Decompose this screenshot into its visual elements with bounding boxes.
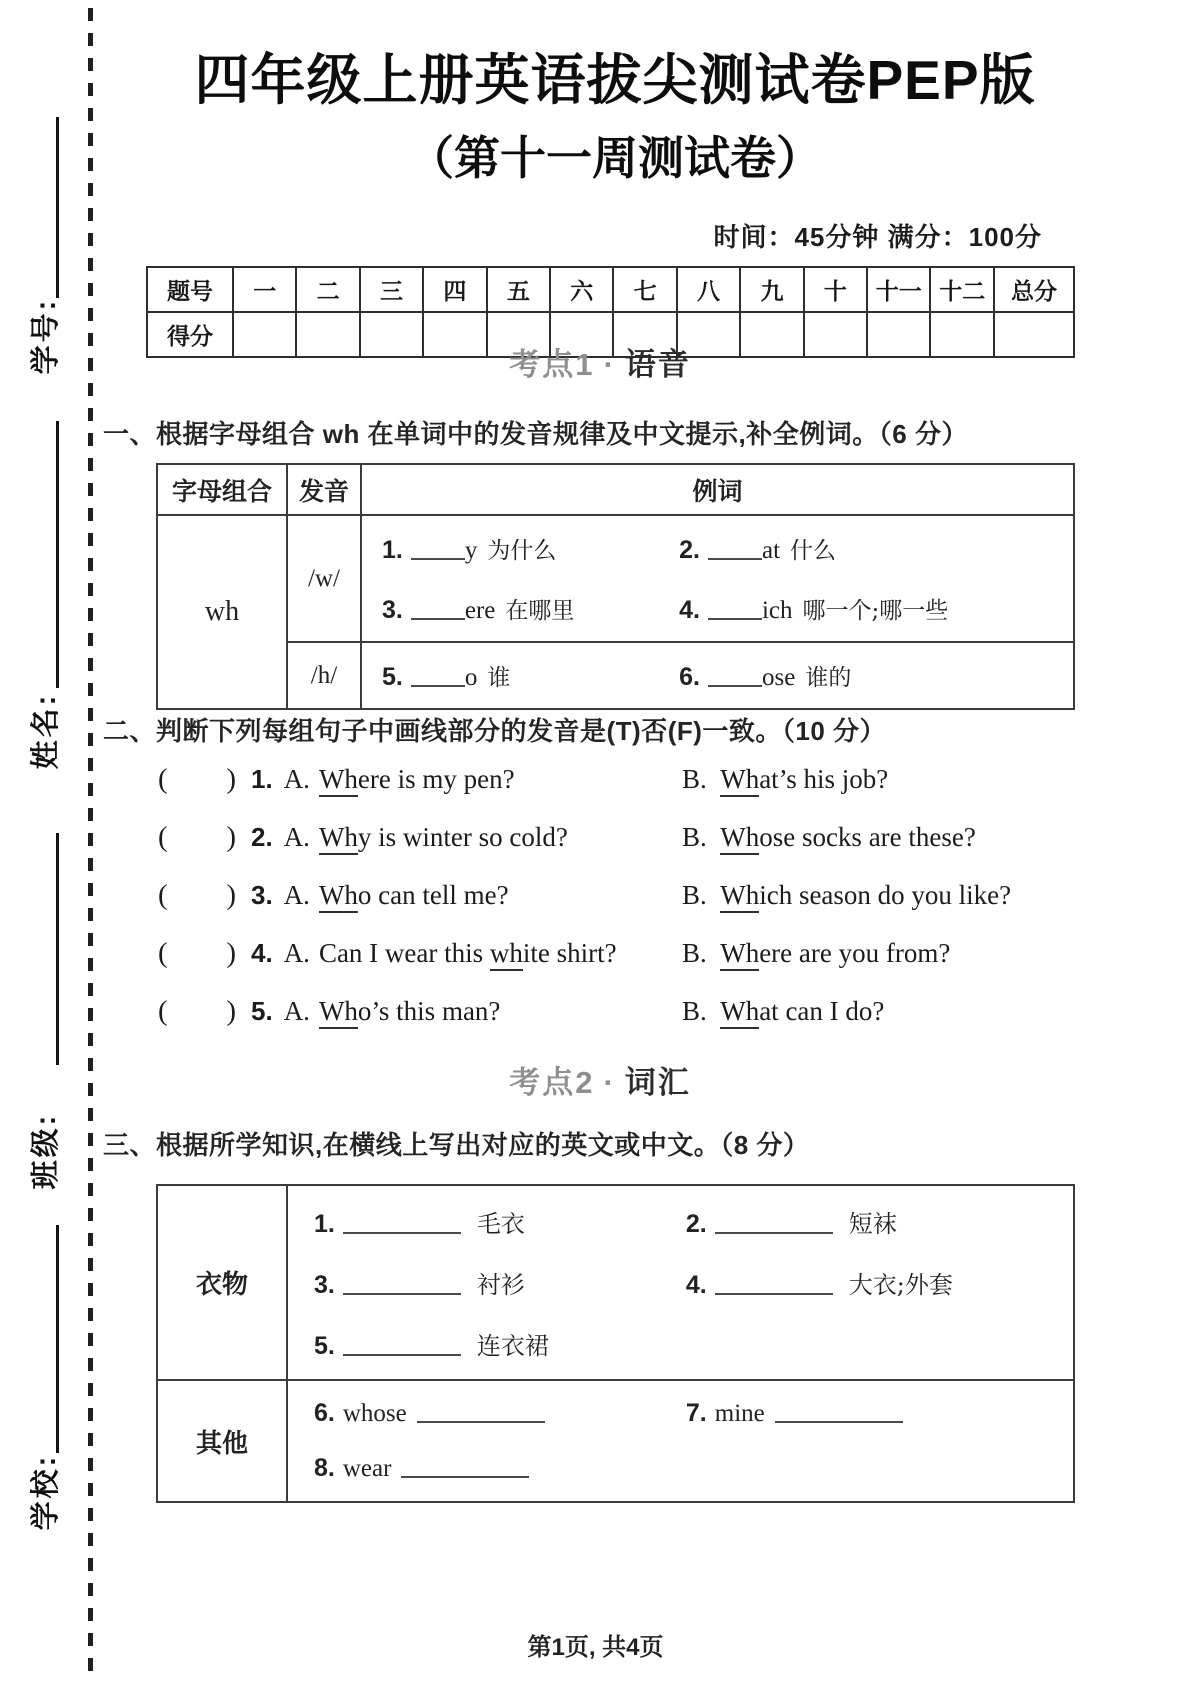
sentence-b: Whose socks are these? [720,822,976,855]
fill-blank [708,670,762,687]
tf-item: ( ) 1. A. Where is my pen? B. What’s his job? [158,763,889,795]
sentence-b: What can I do? [720,996,884,1029]
sentence-a: Why is winter so cold? [319,822,568,853]
page-title: 四年级上册英语拔尖测试卷PEP版 [194,49,1036,111]
example-item: 3. ere 在哪里 [382,596,575,624]
student-name-fill-line [56,421,59,688]
score-table-question-row [147,267,1074,312]
item-number: 3. [251,880,273,910]
class-fill-line [56,833,59,1065]
exam-meta: 时间：45分钟 满分：100分 [713,222,1042,252]
student-id-fill-line [56,117,59,298]
fill-blank [343,1217,461,1234]
category-clothes-cell: 衣物 [157,1185,287,1380]
vocab-item: 5. 连衣裙 [314,1332,549,1360]
question-col: 十二 [930,267,994,312]
section-dot: · [603,1065,616,1100]
question-col: 四 [423,267,486,312]
section-heading-phonetics [100,339,1100,384]
answer-parens: ( ) [158,995,236,1027]
question-col: 十一 [867,267,930,312]
phonics-table [156,463,1075,710]
section-number: 考点1 [509,347,595,382]
vocab-item: 6. whose [314,1399,686,1428]
tf-item: ( ) 5. A. Who’s this man? B. What can I do? [158,995,885,1027]
fill-blank [401,1461,529,1478]
sentence-a: Can I wear this white shirt? [319,938,617,969]
fill-blank [715,1278,833,1295]
sound-w-cell: /w/ [287,515,361,642]
header-letter-combo: 字母组合 [157,464,287,515]
phonics-row-h [157,642,1074,709]
vocab-item: 7. mine [686,1399,1073,1428]
item-number: 2. [251,822,273,852]
score-row-label: 得分 [147,312,233,357]
sentence-a: Where is my pen? [319,764,515,795]
item-number: 1. [251,764,273,794]
example-item: 4. ich 哪一个;哪一些 [679,596,949,624]
school-label: 学校: [29,1453,62,1531]
fill-blank [708,543,762,560]
fill-blank [715,1217,833,1234]
letter-combo-cell: wh [157,515,287,709]
question-col: 九 [740,267,803,312]
vocab-row-clothes [157,1185,1074,1380]
question-col: 八 [677,267,740,312]
examples-w-cell [361,515,1074,642]
q1-prompt: 一、根据字母组合 wh 在单词中的发音规律及中文提示,补全例词。（6 分） [103,419,968,449]
category-other-cell: 其他 [157,1380,287,1502]
example-item: 2. at 什么 [679,536,837,564]
page-footer: 第1页, 共4页 [527,1634,664,1661]
sound-h-cell: /h/ [287,642,361,709]
section-name: 词汇 [624,1065,691,1100]
fill-blank [775,1406,903,1423]
page-subtitle: （第十一周测试卷） [408,132,822,184]
fill-blank [343,1278,461,1295]
other-items-cell [287,1380,1074,1502]
tf-item: ( ) 2. A. Why is winter so cold? B. Whose socks are these? [158,821,976,853]
student-id-label: 学号: [29,297,62,375]
class-label: 班级: [29,1112,62,1190]
fill-blank [708,603,762,620]
examples-h-cell [361,642,1074,709]
fill-blank [411,603,465,620]
header-examples: 例词 [361,464,1074,515]
question-col: 六 [550,267,613,312]
item-number: 5. [251,996,273,1026]
question-col: 二 [296,267,359,312]
answer-parens: ( ) [158,937,236,969]
sentence-b: What’s his job? [720,764,888,797]
fill-blank [343,1339,461,1356]
student-name-label: 姓名: [29,692,62,770]
true-false-list [158,763,1118,1027]
sentence-b: Which season do you like? [720,880,1011,913]
vocab-item: 4. 大衣;外套 [685,1271,953,1299]
fill-blank [417,1406,545,1423]
total-col-label: 总分 [994,267,1074,312]
phonics-table-header-row [157,464,1074,515]
header-sound: 发音 [287,464,361,515]
question-col: 十 [804,267,867,312]
q2-prompt: 二、判断下列每组句子中画线部分的发音是(T)否(F)一致。（10 分） [103,716,887,746]
tf-item: ( ) 4. A. Can I wear this white shirt? B. Where are you from? [158,937,951,969]
question-col: 三 [360,267,423,312]
question-col: 五 [487,267,550,312]
fill-blank [411,543,465,560]
clothes-items-cell [287,1185,1074,1380]
question-row-label: 题号 [147,267,233,312]
question-col: 七 [613,267,676,312]
item-number: 4. [251,938,273,968]
example-item: 6. ose 谁的 [679,663,852,691]
fill-blank [411,670,465,687]
section-dot: · [603,347,616,382]
vocab-item: 1. 毛衣 [314,1210,525,1238]
sentence-a: Who’s this man? [319,996,500,1027]
school-fill-line [56,1225,59,1453]
sentence-b: Where are you from? [720,938,950,971]
vocab-item: 2. 短袜 [685,1210,897,1238]
vocab-row-other [157,1380,1074,1502]
example-item: 1. y 为什么 [382,536,557,564]
example-item: 5. o 谁 [382,663,511,691]
phonics-row-w [157,515,1074,642]
section-heading-vocabulary [100,1057,1100,1102]
answer-parens: ( ) [158,821,236,853]
answer-parens: ( ) [158,763,236,795]
section-number: 考点2 [509,1065,595,1100]
question-col: 一 [233,267,296,312]
q3-prompt: 三、根据所学知识,在横线上写出对应的英文或中文。（8 分） [103,1130,810,1160]
vocab-table [156,1184,1075,1503]
sentence-a: Who can tell me? [319,880,509,911]
vocab-item: 8. wear [314,1454,686,1483]
answer-parens: ( ) [158,879,236,911]
section-name: 语音 [624,347,691,382]
tf-item: ( ) 3. A. Who can tell me? B. Which season do you like? [158,879,1012,911]
cut-line-dashed-rule [88,8,93,1676]
vocab-item: 3. 衬衫 [314,1271,525,1299]
